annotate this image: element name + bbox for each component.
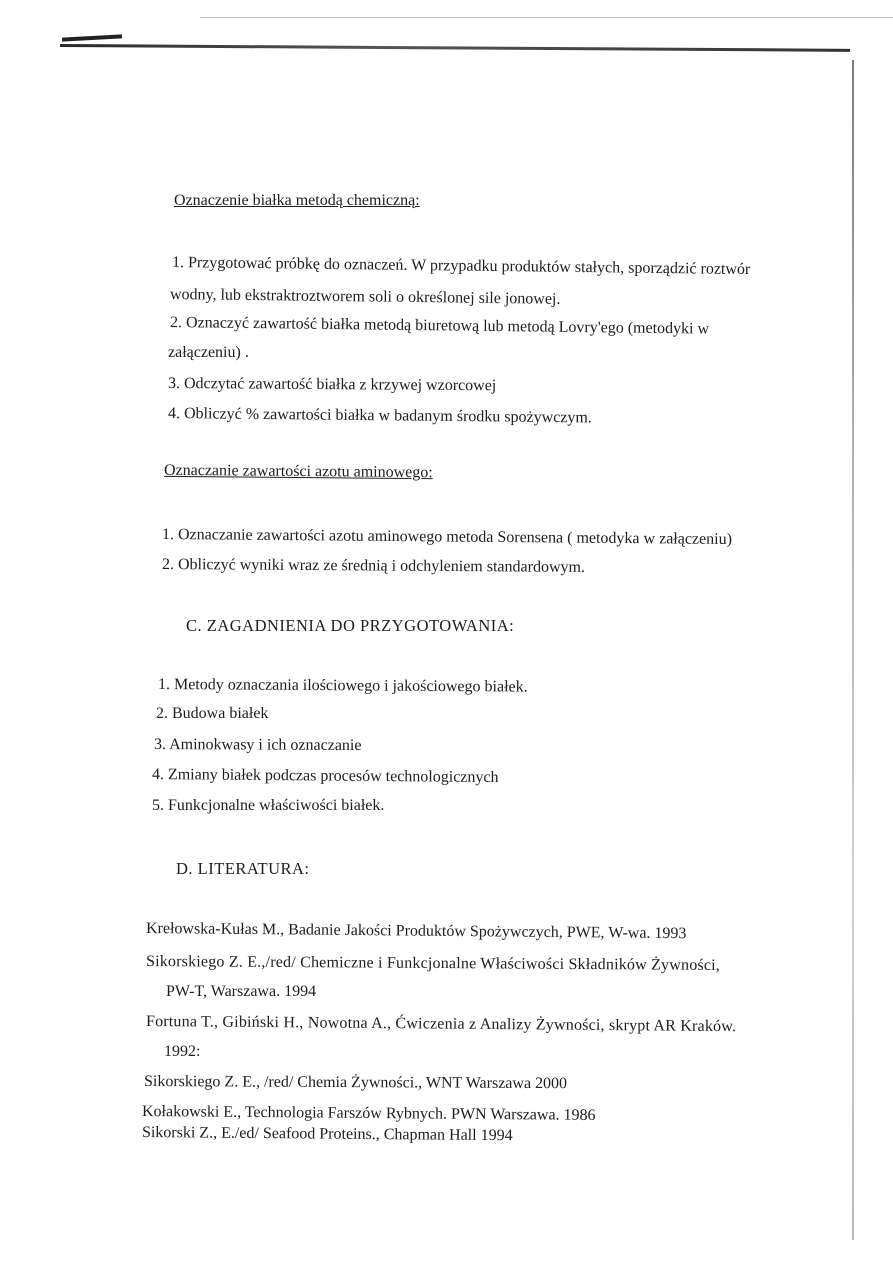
heading-chemical-method: Oznaczenie białka metodą chemiczną:: [174, 192, 420, 209]
text-line: 2. Oznaczyć zawartość białka metodą biuretową lub metodą Lovry'ego (metodyki w: [169, 314, 710, 338]
reference-item-continuation: PW-T, Warszawa. 1994: [166, 983, 317, 1000]
reference-item: Krełowska-Kułas M., Badanie Jakości Produktów Spożywczych, PWE, W-wa. 1993: [145, 920, 687, 943]
reference-item: Sikorskiego Z. E., /red/ Chemia Żywności., WNT Warszawa 2000: [143, 1073, 568, 1093]
reference-item: Sikorski Z., E./ed/ Seafood Proteins., Chapman Hall 1994: [141, 1124, 513, 1145]
reference-item: Kołakowski E., Technologia Farszów Rybnych. PWN Warszawa. 1986: [141, 1103, 596, 1124]
reference-item: Fortuna T., Gibiński H., Nowotna A., Ćwiczenia z Analizy Żywności, skrypt AR Kraków.: [145, 1013, 737, 1036]
text-line: wodny, lub ekstraktroztworem soli o określonej sile jonowej.: [169, 286, 561, 308]
text-line: załączeniu) .: [168, 344, 249, 361]
list-item: 5. Funkcjonalne właściwości białek.: [152, 797, 385, 814]
text-line: 1. Oznaczanie zawartości azotu aminowego metoda Sorensena ( metodyka w załączeniu): [161, 526, 733, 548]
list-item: 2. Budowa białek: [156, 705, 269, 722]
text-line: 1. Przygotować próbkę do oznaczeń. W przypadku produktów stałych, sporządzić roztwór: [171, 254, 751, 279]
list-item: 3. Aminokwasy i ich oznaczanie: [153, 736, 362, 755]
reference-item-continuation: 1992:: [164, 1043, 201, 1060]
heading-literature: D. LITERATURA:: [176, 859, 310, 878]
heading-amino-nitrogen: Oznaczanie zawartości azotu aminowego:: [163, 461, 433, 482]
reference-item: Sikorskiego Z. E.,/red/ Chemiczne i Funkcjonalne Właściwości Składników Żywności,: [145, 953, 721, 975]
list-item: 1. Metody oznaczania ilościowego i jakościowego białek.: [157, 676, 528, 696]
text-line: 4. Obliczyć % zawartości białka w badanym środku spożywczym.: [167, 405, 592, 427]
list-item: 4. Zmiany białek podczas procesów technologicznych: [151, 766, 499, 787]
text-line: 3. Odczytać zawartość białka z krzywej wzorcowej: [167, 375, 497, 395]
heading-topics: C. ZAGADNIENIA DO PRZYGOTOWANIA:: [186, 616, 515, 635]
text-line: 2. Obliczyć wyniki wraz ze średnią i odchyleniem standardowym.: [161, 556, 586, 576]
